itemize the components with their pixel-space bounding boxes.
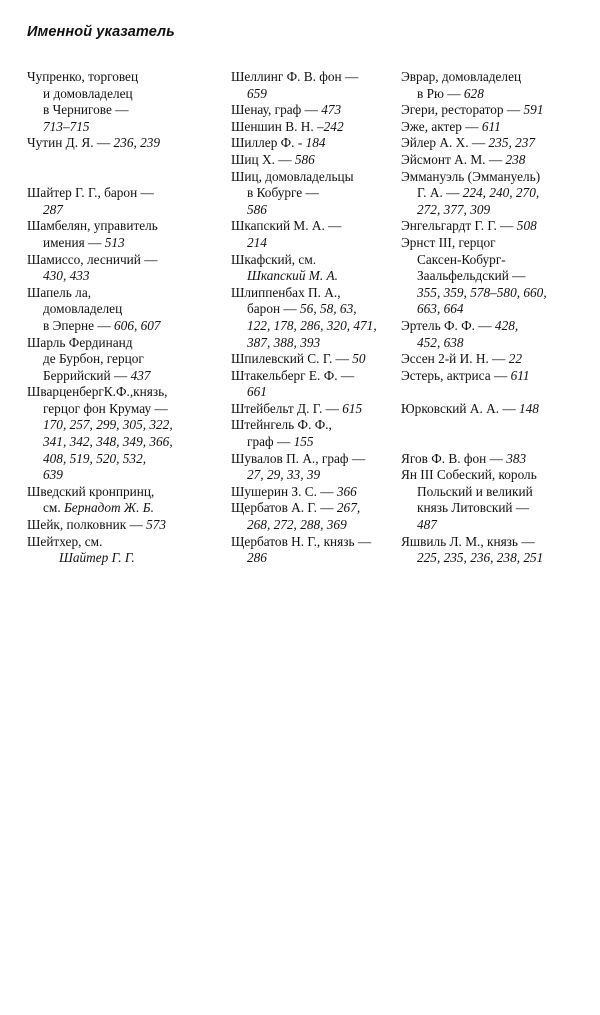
entry-continuation-line <box>231 550 391 567</box>
entry-headword-line <box>27 335 212 352</box>
entry-continuation-line <box>27 368 212 385</box>
entry-continuation-line <box>401 500 591 517</box>
page-refs: 487 <box>417 517 437 533</box>
index-entry <box>27 335 212 385</box>
page-refs: 661 <box>247 384 267 400</box>
entry-continuation-line <box>231 517 391 534</box>
page-refs: 430, 433 <box>43 268 90 284</box>
entry-continuation-line <box>27 417 212 434</box>
page-refs: 22 <box>508 351 523 367</box>
entry-continuation-line <box>231 434 391 451</box>
entry-text: Шиц Х. — <box>231 151 295 167</box>
entry-headword-line <box>27 285 212 302</box>
index-entry <box>231 102 391 119</box>
entry-text: Шувалов П. А., граф — <box>231 450 366 466</box>
entry-continuation-line <box>27 467 212 484</box>
entry-continuation-line <box>231 384 391 401</box>
entry-headword-line <box>231 451 391 468</box>
entry-headword-line <box>27 185 212 202</box>
entry-text: Шамбелян, управитель <box>27 218 158 234</box>
entry-text: Щербатов Н. Г., князь — <box>231 533 372 549</box>
entry-continuation-line <box>27 202 212 219</box>
page-refs: 268, 272, 288, 369 <box>247 517 347 533</box>
entry-text: Шапель ла, <box>27 284 92 300</box>
page-refs: 586 <box>294 151 315 167</box>
entry-text: Шеншин В. Н. – <box>231 118 324 134</box>
index-entry <box>401 534 591 567</box>
entry-headword-line <box>231 500 391 517</box>
index-entry <box>231 169 391 219</box>
entry-text: Шиллер Ф. - <box>231 135 306 151</box>
page-refs: 235, 237 <box>488 135 536 151</box>
entry-text: де Бурбон, герцог <box>43 351 144 367</box>
index-entry <box>27 534 212 567</box>
entry-text: Беррийский — <box>43 367 131 383</box>
entry-headword-line <box>231 119 391 136</box>
entry-headword-line <box>231 368 391 385</box>
entry-headword-line <box>231 417 391 434</box>
entry-text: Штейбельт Д. Г. — <box>231 400 343 416</box>
entry-continuation-line <box>27 451 212 468</box>
index-entry <box>231 451 391 484</box>
page-refs: 428, <box>494 317 519 333</box>
entry-continuation-line <box>401 86 591 103</box>
entry-text: Эже, актер — <box>401 118 482 134</box>
entry-continuation-line <box>27 351 212 368</box>
entry-text: Эгери, ресторатор — <box>401 102 524 118</box>
entry-headword-line <box>401 235 591 252</box>
entry-text: герцог фон Крумау — <box>43 400 168 416</box>
entry-headword-line <box>231 534 391 551</box>
entry-continuation-line <box>27 318 212 335</box>
entry-text: Шкафский, см. <box>231 251 317 267</box>
page-refs: 155 <box>293 434 314 450</box>
entry-headword-line <box>401 69 591 86</box>
page-refs: 591 <box>523 102 544 118</box>
entry-headword-line <box>27 517 212 534</box>
entry-headword-line <box>401 467 591 484</box>
entry-headword-line <box>231 484 391 501</box>
entry-continuation-line <box>231 185 391 202</box>
entry-continuation-line <box>401 335 591 352</box>
entry-continuation-line <box>231 318 391 335</box>
index-entry <box>231 135 391 152</box>
entry-continuation-line <box>231 86 391 103</box>
index-column-2 <box>231 69 391 567</box>
entry-text: Эйлер А. Х. — <box>401 135 489 151</box>
page-refs: 236, 239 <box>113 135 161 151</box>
entry-continuation-line <box>231 235 391 252</box>
entry-text: Шейк, полковник — <box>27 517 147 533</box>
index-entry <box>231 218 391 251</box>
entry-text: Эстерь, актриса — <box>401 367 511 383</box>
section-gap <box>401 417 591 450</box>
entry-text: Шарль Фердинанд <box>27 334 133 350</box>
entry-continuation-line <box>27 550 212 567</box>
entry-headword-line <box>231 69 391 86</box>
page-refs: 27, 29, 33, 39 <box>247 467 321 483</box>
index-entry <box>401 218 591 235</box>
entry-text: Шпилевский С. Г. — <box>231 351 353 367</box>
entry-text: в Рю — <box>417 85 464 101</box>
page-refs: 341, 342, 348, 349, 366, <box>43 434 173 450</box>
entry-text: Г. А. — <box>417 185 463 201</box>
entry-text: Чутин Д. Я. — <box>27 135 114 151</box>
index-entry <box>231 401 391 418</box>
index-entry <box>27 218 212 251</box>
entry-headword-line <box>27 384 212 401</box>
page-refs: 611 <box>510 367 530 383</box>
page-refs: 214 <box>247 234 267 250</box>
entry-continuation-line <box>401 185 591 202</box>
entry-headword-line <box>231 218 391 235</box>
entry-continuation-line <box>27 86 212 103</box>
entry-headword-line <box>231 169 391 186</box>
index-entry <box>27 484 212 517</box>
page-refs: 122, 178, 286, 320, 471, <box>247 317 377 333</box>
entry-text: Заальфельдский — <box>417 268 526 284</box>
entry-continuation-line <box>27 268 212 285</box>
section-gap <box>27 152 212 185</box>
index-column-3 <box>401 69 591 567</box>
page-refs: 659 <box>247 85 267 101</box>
entry-headword-line <box>27 218 212 235</box>
page-refs: 639 <box>43 467 63 483</box>
entry-headword-line <box>231 401 391 418</box>
entry-headword-line <box>401 169 591 186</box>
entry-continuation-line <box>401 550 591 567</box>
page-title: Именной указатель <box>27 24 175 40</box>
entry-text: Шлиппенбах П. А., <box>231 284 341 300</box>
entry-continuation-line <box>401 484 591 501</box>
entry-headword-line <box>231 351 391 368</box>
index-entry <box>27 517 212 534</box>
entry-headword-line <box>27 69 212 86</box>
entry-text: Штакельберг Е. Ф. — <box>231 367 355 383</box>
entry-text: Чупренко, торговец <box>27 69 139 84</box>
entry-headword-line <box>401 135 591 152</box>
entry-continuation-line <box>401 202 591 219</box>
entry-continuation-line <box>27 235 212 252</box>
entry-headword-line <box>401 368 591 385</box>
entry-headword-line <box>231 152 391 169</box>
entry-continuation-line <box>401 517 591 534</box>
entry-continuation-line <box>231 202 391 219</box>
page-refs: 606, 607 <box>114 317 161 333</box>
page-refs: 513 <box>104 234 125 250</box>
index-entry <box>27 252 212 285</box>
entry-continuation-line <box>27 102 212 119</box>
page-refs: 387, 388, 393 <box>247 334 321 350</box>
entry-headword-line <box>401 401 591 418</box>
entry-continuation-line <box>231 301 391 318</box>
page-refs: Шайтер Г. Г. <box>59 550 135 566</box>
page-refs: Шкапский М. А. <box>247 268 338 284</box>
entry-continuation-line <box>401 252 591 269</box>
entry-headword-line <box>401 351 591 368</box>
page-refs: 437 <box>130 367 151 383</box>
page-refs: 148 <box>519 400 539 416</box>
entry-headword-line <box>27 135 212 152</box>
index-entry <box>231 417 391 450</box>
entry-text: Шкапский М. А. — <box>231 218 342 234</box>
entry-headword-line <box>401 152 591 169</box>
entry-headword-line <box>401 218 591 235</box>
entry-text: Щербатов А. Г. — <box>231 500 337 516</box>
entry-text: князь Литовский — <box>417 500 530 516</box>
entry-text: Польский и великий <box>417 483 533 499</box>
entry-headword-line <box>231 135 391 152</box>
entry-text: Энгельгардт Г. Г. — <box>401 218 517 234</box>
entry-headword-line <box>401 318 591 335</box>
page-refs: 383 <box>506 450 527 466</box>
entry-headword-line <box>401 119 591 136</box>
entry-headword-line <box>401 102 591 119</box>
index-entry <box>401 318 591 351</box>
entry-text: в Кобурге — <box>247 185 319 201</box>
entry-headword-line <box>27 252 212 269</box>
entry-text: см. <box>43 500 64 516</box>
page-refs: 286 <box>247 550 267 566</box>
index-entry <box>401 467 591 533</box>
section-gap <box>401 384 591 401</box>
page-refs: 586 <box>247 201 267 217</box>
page-refs: 184 <box>305 135 326 151</box>
page-refs: 225, 235, 236, 238, 251 <box>417 550 544 566</box>
index-entry <box>401 119 591 136</box>
entry-continuation-line <box>401 268 591 285</box>
index-entry <box>231 69 391 102</box>
index-entry <box>231 119 391 136</box>
entry-continuation-line <box>27 119 212 136</box>
page-refs: 224, 240, 270, <box>462 185 540 201</box>
entry-text: Эссен 2-й И. Н. — <box>401 351 509 367</box>
entry-text: Юрковский А. А. — <box>401 400 519 416</box>
index-entry <box>27 384 212 484</box>
index-entry <box>401 451 591 468</box>
index-entry <box>401 69 591 102</box>
entry-text: в Эперне — <box>43 317 115 333</box>
index-entry <box>231 285 391 351</box>
entry-continuation-line <box>401 285 591 302</box>
entry-text: Эрнст III, герцог <box>401 234 496 250</box>
page-refs: 473 <box>321 102 342 118</box>
entry-text: и домовладелец <box>43 85 133 101</box>
page-refs: 508 <box>516 218 537 234</box>
page-refs: 713–715 <box>43 118 90 134</box>
index-entry <box>231 534 391 567</box>
entry-continuation-line <box>231 335 391 352</box>
entry-text: Шенау, граф — <box>231 102 322 118</box>
entry-continuation-line <box>27 500 212 517</box>
page-refs: 615 <box>342 400 363 416</box>
entry-text: Эртель Ф. Ф. — <box>401 317 495 333</box>
page-refs: 452, 638 <box>417 334 464 350</box>
index-entry <box>401 401 591 418</box>
index-entry <box>231 252 391 285</box>
page-refs: 56, 58, 63, <box>300 301 357 317</box>
page-refs: 663, 664 <box>417 301 464 317</box>
index-entry <box>231 152 391 169</box>
entry-text: Шейтхер, см. <box>27 533 103 549</box>
index-entry <box>231 484 391 501</box>
page-refs: 628 <box>463 85 484 101</box>
entry-headword-line <box>27 484 212 501</box>
entry-text: Шушерин З. С. — <box>231 483 337 499</box>
index-entry <box>401 235 591 318</box>
index-entry <box>27 69 212 135</box>
entry-continuation-line <box>231 268 391 285</box>
entry-text: Эйсмонт А. М. — <box>401 151 506 167</box>
entry-text: граф — <box>247 434 294 450</box>
index-entry <box>401 102 591 119</box>
index-entry <box>27 185 212 218</box>
page-refs: 242 <box>323 118 344 134</box>
entry-headword-line <box>401 534 591 551</box>
index-entry <box>401 152 591 169</box>
page-refs: 170, 257, 299, 305, 322, <box>43 417 173 433</box>
entry-continuation-line <box>231 467 391 484</box>
entry-text: в Чернигове — <box>43 102 129 118</box>
entry-headword-line <box>401 451 591 468</box>
index-entry <box>231 500 391 533</box>
entry-headword-line <box>231 102 391 119</box>
entry-text: ШварценбергК.Ф.,князь, <box>27 384 168 400</box>
index-entry <box>401 368 591 385</box>
entry-text: Шведский кронпринц, <box>27 483 155 499</box>
entry-text: имения — <box>43 234 105 250</box>
entry-headword-line <box>231 252 391 269</box>
entry-text: Шайтер Г. Г., барон — <box>27 185 154 201</box>
entry-text: Шамиссо, лесничий — <box>27 251 158 267</box>
page-refs: 272, 377, 309 <box>417 201 491 217</box>
entry-continuation-line <box>27 434 212 451</box>
entry-text: Шеллинг Ф. В. фон — <box>231 69 359 84</box>
entry-text: Ян III Собеский, король <box>401 467 537 483</box>
page-refs: 573 <box>146 517 167 533</box>
entry-text: Яшвиль Л. М., князь — <box>401 533 535 549</box>
page-refs: 355, 359, 578–580, 660, <box>417 284 547 300</box>
page-refs: Бернадот Ж. Б. <box>63 500 154 516</box>
index-entry <box>401 351 591 368</box>
index-column-1 <box>27 69 212 567</box>
page-refs: 366 <box>336 483 357 499</box>
index-entry <box>27 135 212 152</box>
entry-text: Саксен-Кобург- <box>417 251 506 267</box>
page-refs: 287 <box>43 201 63 217</box>
entry-text: Ягов Ф. В. фон — <box>401 450 507 466</box>
page-refs: 611 <box>481 118 501 134</box>
index-entry <box>401 169 591 219</box>
entry-text: домовладелец <box>43 301 123 317</box>
page-refs: 267, <box>336 500 361 516</box>
page-refs: 238 <box>505 151 526 167</box>
entry-text: Шиц, домовладельцы <box>231 168 354 184</box>
entry-headword-line <box>231 285 391 302</box>
page-refs: 408, 519, 520, 532, <box>43 450 147 466</box>
entry-text: Эммануэль (Эммануель) <box>401 168 541 184</box>
entry-text: Эврар, домовладелец <box>401 69 522 84</box>
entry-text: барон — <box>247 301 301 317</box>
index-entry <box>401 135 591 152</box>
page-refs: 50 <box>352 351 366 367</box>
index-entry <box>231 351 391 368</box>
entry-continuation-line <box>401 301 591 318</box>
index-entry <box>231 368 391 401</box>
entry-continuation-line <box>27 401 212 418</box>
entry-text: Штейнгель Ф. Ф., <box>231 417 332 433</box>
entry-continuation-line <box>27 301 212 318</box>
index-entry <box>27 285 212 335</box>
entry-headword-line <box>27 534 212 551</box>
